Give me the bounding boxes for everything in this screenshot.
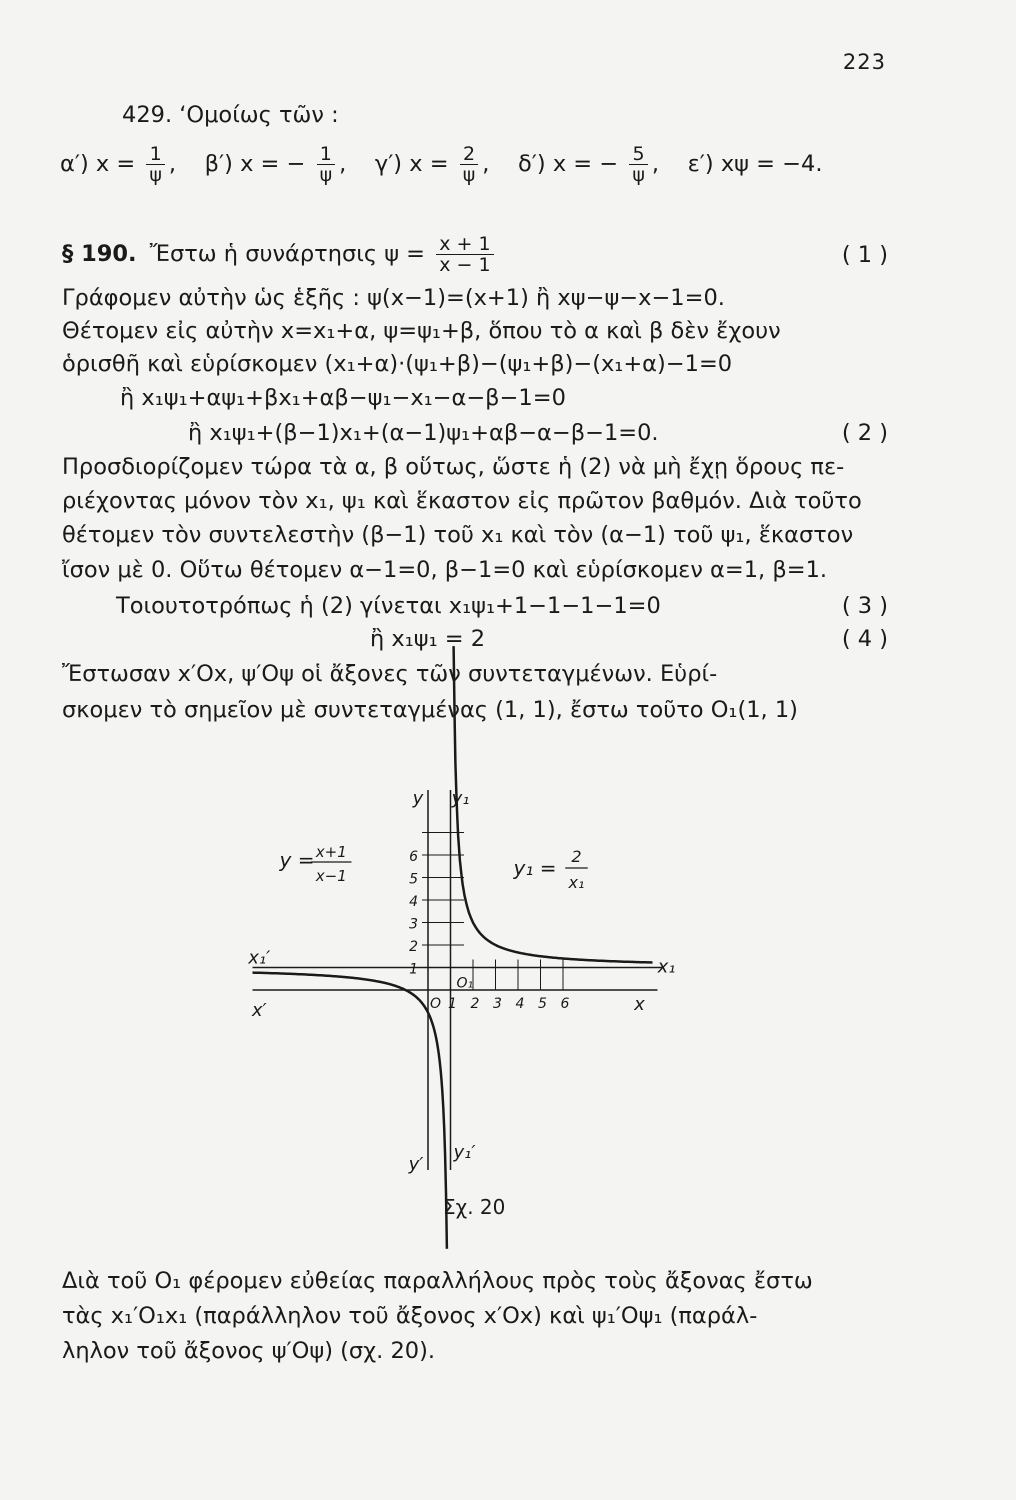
y-tick-label: 5 bbox=[409, 871, 418, 888]
right-formula-lhs: y₁ = bbox=[513, 856, 557, 880]
section-number: § 190. bbox=[62, 241, 137, 267]
closing-line: τὰς x₁′O₁x₁ (παράλληλον τοῦ ἄξονος x′Ox) καὶ ψ₁′Oψ₁ (παράλ- bbox=[62, 1303, 758, 1329]
equation-number-3: ( 3 ) bbox=[841, 593, 888, 619]
text-line: Γράφομεν αὐτὴν ὡς ἑξῆς : ψ(x−1)=(x+1) ἢ xψ−ψ−x−1=0. bbox=[62, 285, 725, 311]
left-formula-den: x−1 bbox=[315, 867, 347, 885]
item-d-label: δ′) x = − bbox=[518, 151, 619, 177]
closing-line: Διὰ τοῦ O₁ φέρομεν εὐθείας παραλλήλους πρὸς τοὺς ἄξονας ἔστω bbox=[62, 1268, 813, 1294]
hyperbola-left-branch bbox=[253, 973, 447, 1249]
item-a-label: α′) x = bbox=[60, 151, 136, 177]
item-d-den: ψ bbox=[632, 164, 645, 186]
curves-group bbox=[253, 646, 653, 1249]
equation-number-4: ( 4 ) bbox=[841, 626, 888, 652]
x-tick-label: 4 bbox=[515, 996, 525, 1012]
y-tick-label: 1 bbox=[409, 961, 418, 978]
right-formula-num: 2 bbox=[571, 847, 582, 866]
right-formula-den: x₁ bbox=[568, 873, 585, 892]
x1-prime-label: x₁′ bbox=[248, 947, 271, 969]
item-c-num: 2 bbox=[460, 144, 479, 165]
x-tick-label: 1 bbox=[448, 996, 457, 1012]
text-line: σκομεν τὸ σημεῖον μὲ συντεταγμένας (1, 1), ἔστω τοῦτο O₁(1, 1) bbox=[62, 697, 798, 723]
text-line: ὁρισθῆ καὶ εὑρίσκομεν (x₁+α)·(ψ₁+β)−(ψ₁+β)−(x₁+α)−1=0 bbox=[62, 351, 733, 377]
x1-axis-label: x₁ bbox=[657, 956, 676, 978]
text-line: ἢ x₁ψ₁+αψ₁+βx₁+αβ−ψ₁−x₁−α−β−1=0 bbox=[120, 385, 566, 411]
text-line: Ἔστωσαν x′Ox, ψ′Oψ οἱ ἄξονες τῶν συντεταγμένων. Εὑρί- bbox=[62, 661, 718, 687]
equation-number-2: ( 2 ) bbox=[841, 420, 888, 446]
y-tick-label: 3 bbox=[409, 916, 418, 933]
x-tick-label: 5 bbox=[538, 996, 547, 1012]
labels-group bbox=[247, 788, 675, 1175]
y-prime-label: y′ bbox=[408, 1154, 424, 1175]
item-b-label: β′) x = − bbox=[204, 151, 306, 177]
text-line: Θέτομεν εἰς αὐτὴν x=x₁+α, ψ=ψ₁+β, ὅπου τὸ α καὶ β δὲν ἔχουν bbox=[62, 318, 781, 344]
item-d-num: 5 bbox=[629, 144, 648, 165]
section-frac-num: x + 1 bbox=[436, 234, 493, 255]
text-line: ριέχοντας μόνον τὸν x₁, ψ₁ καὶ ἕκαστον εἰς πρῶτον βαθμόν. Διὰ τοῦτο bbox=[62, 488, 862, 514]
text-line: Τοιουτοτρόπως ἡ (2) γίνεται x₁ψ₁+1−1−1−1=0 bbox=[116, 593, 661, 619]
item-b-den: ψ bbox=[319, 164, 333, 186]
page-number: 223 bbox=[842, 50, 886, 74]
section-intro-text: Ἔστω ἡ συνάρτησις ψ = bbox=[149, 241, 426, 267]
y1-prime-label: y₁′ bbox=[453, 1142, 476, 1163]
text-line: θέτομεν τὸν συντελεστὴν (β−1) τοῦ x₁ καὶ τὸν (α−1) τοῦ ψ₁, ἕκαστον bbox=[62, 522, 854, 548]
item-b-num: 1 bbox=[317, 144, 336, 165]
text-line: Προσδιορίζομεν τώρα τὰ α, β οὕτως, ὥστε ἡ (2) νὰ μὴ ἔχῃ ὅρους πε- bbox=[62, 454, 845, 480]
y1-axis-label: y₁ bbox=[451, 788, 470, 809]
y-axis-label: y bbox=[412, 788, 424, 809]
x-prime-label: x′ bbox=[251, 1000, 267, 1021]
exercise-items: α′) x = $\frac{1}{\psi}$ , β′) x = − $\frac{1}{\psi}$ , γ′) x = $\frac{2}{\psi}$ , δ′) x = − $\frac{5}{\psi}$ , ε′) xψ = −4. bbox=[60, 143, 823, 186]
left-formula-num: x+1 bbox=[315, 843, 347, 861]
x-tick-label: 2 bbox=[470, 996, 480, 1012]
text-line: ἢ x₁ψ₁+(β−1)x₁+(α−1)ψ₁+αβ−α−β−1=0. bbox=[188, 420, 659, 446]
closing-line: ληλον τοῦ ἄξονος ψ′Oψ) (σχ. 20). bbox=[62, 1338, 436, 1364]
x-axis-label: x bbox=[634, 994, 645, 1015]
x-tick-label: 6 bbox=[560, 996, 570, 1012]
item-c-den: ψ bbox=[462, 164, 476, 186]
hyperbola-right-branch bbox=[454, 646, 653, 962]
text-line: ἢ x₁ψ₁ = 2 bbox=[370, 626, 486, 652]
text-line: ἴσον μὲ 0. Οὕτω θέτομεν α−1=0, β−1=0 καὶ εὑρίσκομεν α=1, β=1. bbox=[62, 557, 828, 583]
equation-number-1: ( 1 ) bbox=[841, 242, 888, 268]
item-e: ε′) xψ = −4. bbox=[687, 151, 823, 177]
o1-label: O₁ bbox=[456, 975, 474, 992]
x-tick-label: 3 bbox=[493, 996, 502, 1012]
item-a-den: ψ bbox=[149, 164, 162, 186]
y-tick-label: 4 bbox=[409, 894, 418, 910]
left-formula-lhs: y = bbox=[279, 848, 315, 872]
origin-label: O bbox=[430, 996, 442, 1012]
section-frac-den: x − 1 bbox=[439, 254, 491, 276]
y-tick-label: 2 bbox=[409, 939, 418, 955]
figure-caption: Σχ. 20 bbox=[443, 1195, 506, 1219]
item-a-num: 1 bbox=[146, 144, 165, 165]
exercise-heading: 429. ‘Ομοίως τῶν : bbox=[122, 102, 339, 128]
y-tick-label: 6 bbox=[409, 849, 418, 865]
item-c-label: γ′) x = bbox=[374, 151, 449, 177]
